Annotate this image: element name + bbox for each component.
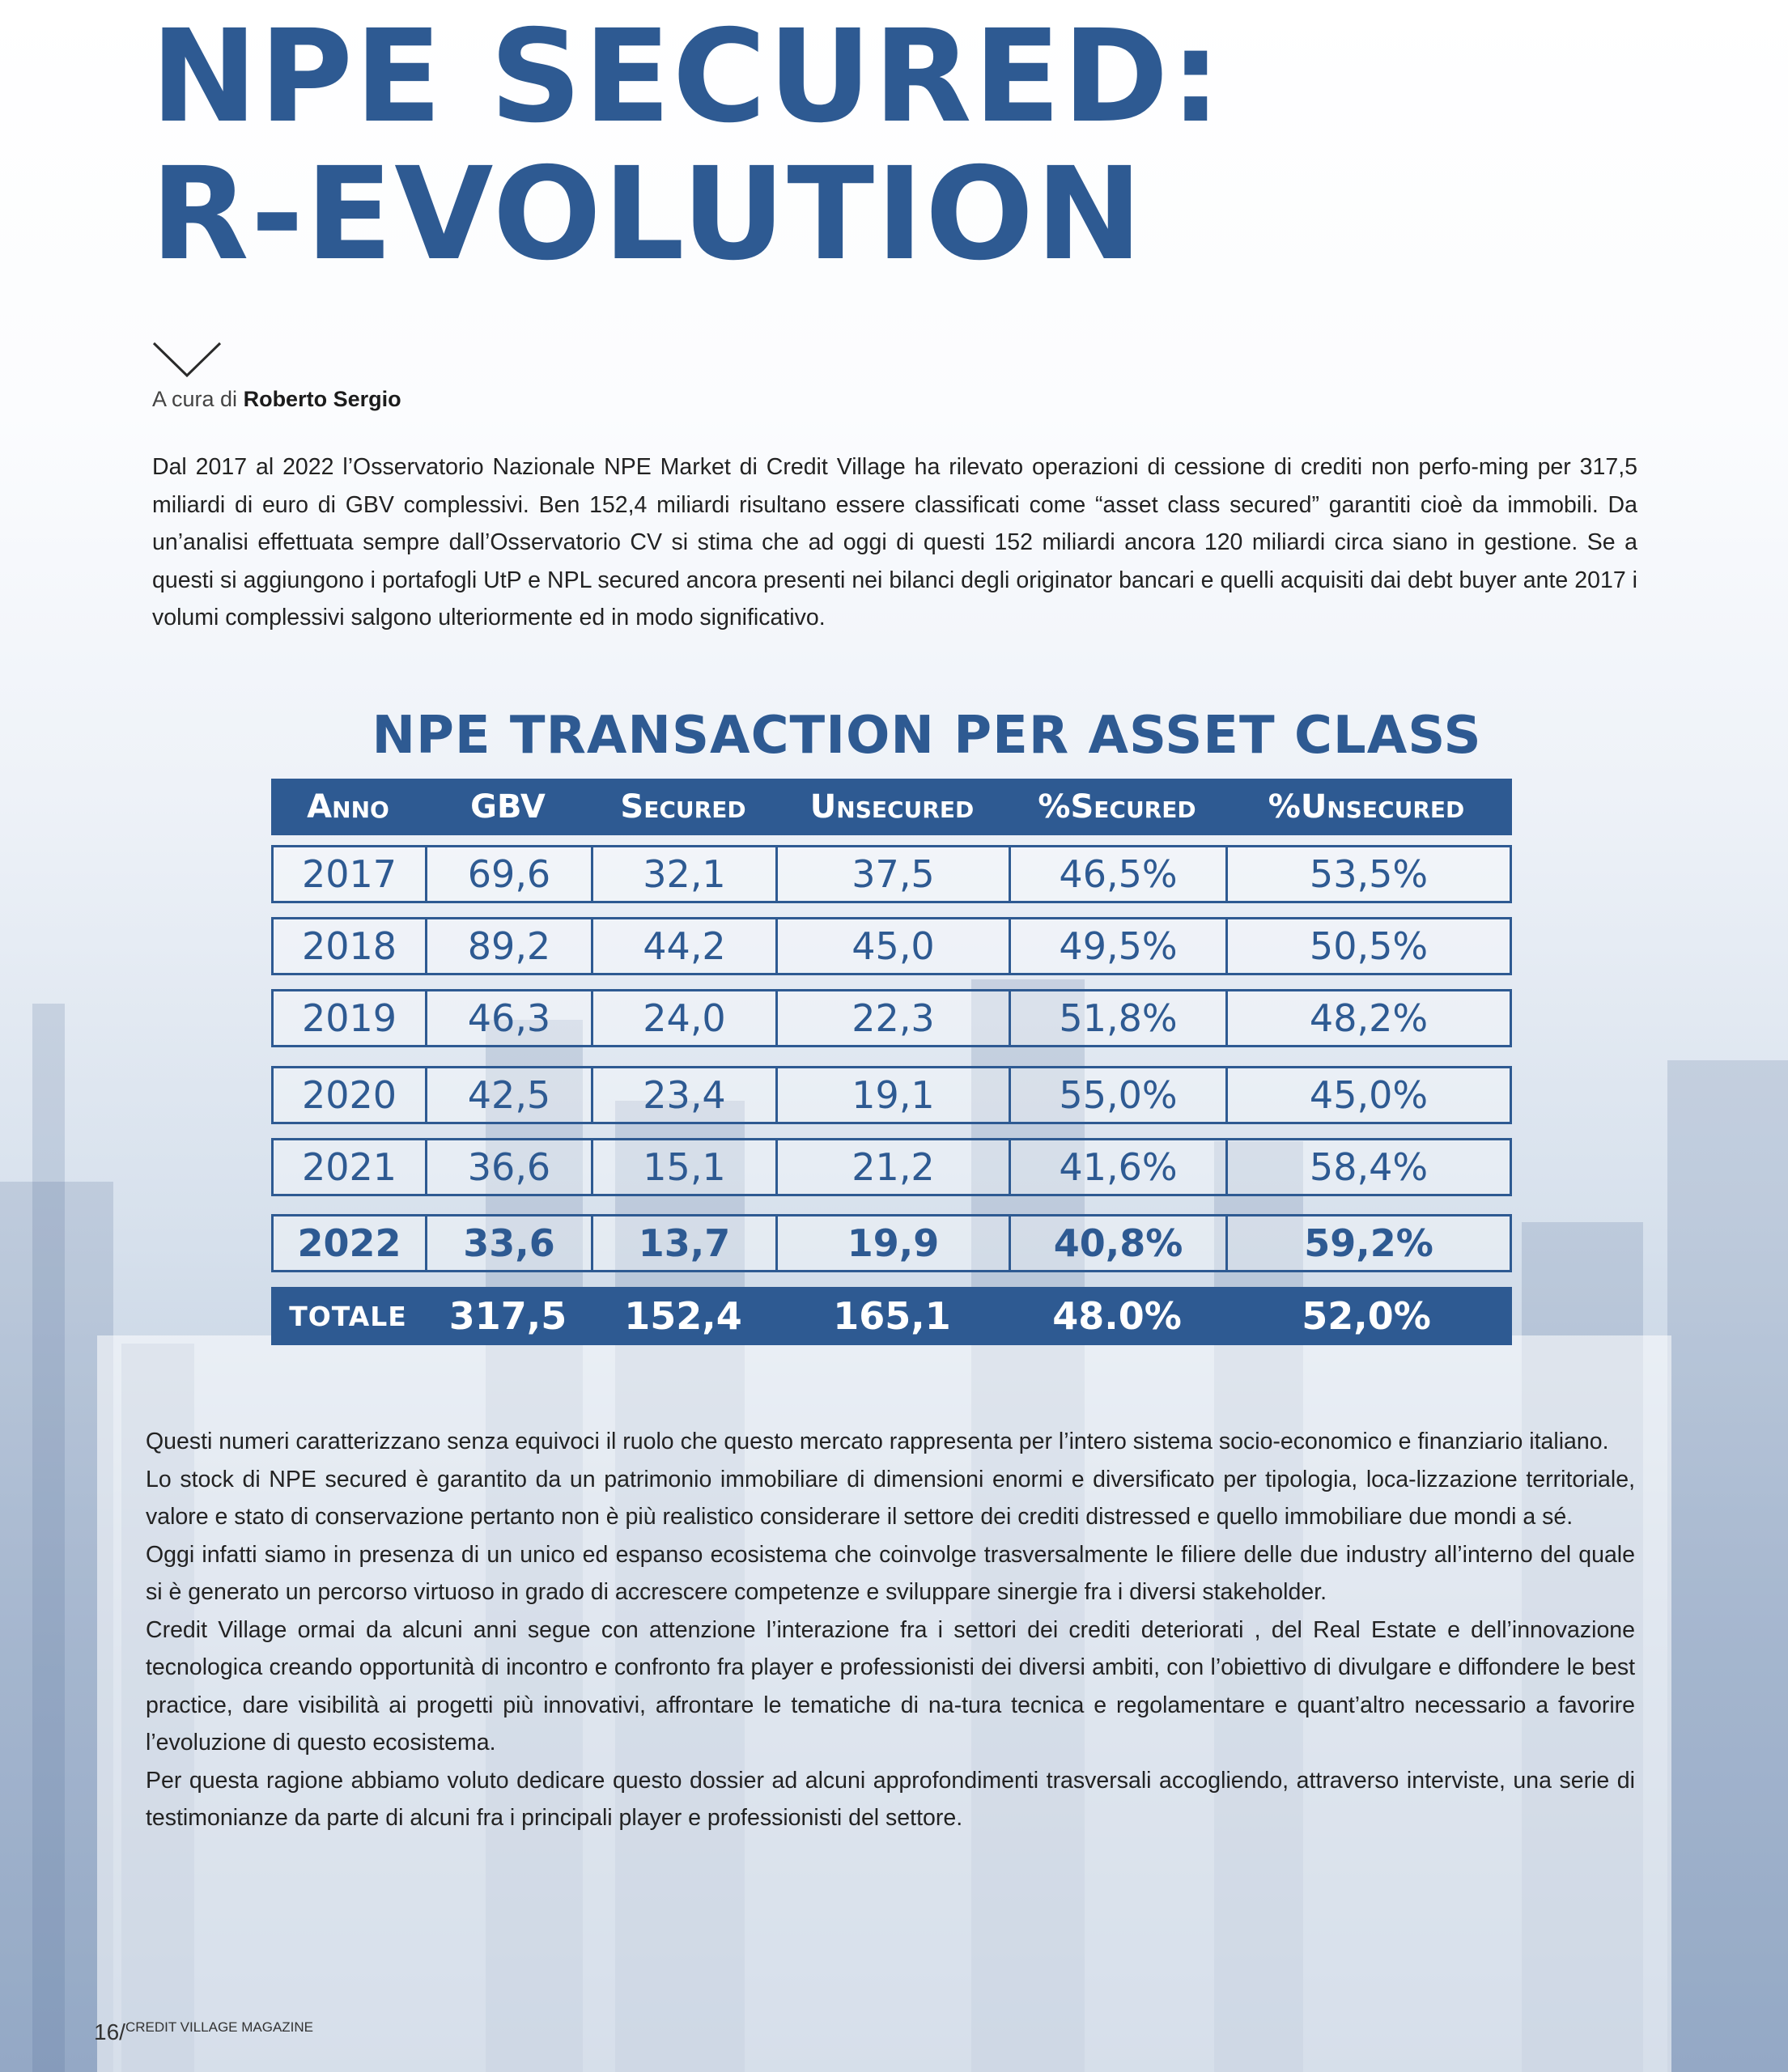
cell-pct-secured: 55,0% xyxy=(1011,1068,1228,1122)
page-number: 16/ xyxy=(94,2019,125,2044)
total-label: TOTALE xyxy=(289,1300,407,1332)
cell-pct-unsecured: 48,2% xyxy=(1309,996,1429,1040)
cell-anno: 2022 xyxy=(274,1216,427,1270)
header-unsecured: Unsecured xyxy=(809,788,975,826)
table-row xyxy=(271,1066,1512,1124)
cell-anno: 2020 xyxy=(274,1068,427,1122)
cell-secured: 23,4 xyxy=(593,1068,778,1122)
table-title: NPE TRANSACTION PER ASSET CLASS xyxy=(372,706,1482,766)
cell-pct-secured: 40,8% xyxy=(1011,1216,1228,1270)
body-paragraph: Per questa ragione abbiamo voluto dedicare questo dossier ad alcuni approfondimenti trasversali accogliendo, attraverso interviste, una serie di testimonianze da parte di alcuni fra i principali player e professionisti del settore. xyxy=(146,1767,1635,1831)
cell-unsecured: 21,2 xyxy=(778,1140,1011,1194)
table-row xyxy=(271,1214,1512,1272)
cell-pct-unsecured: 58,4% xyxy=(1309,1145,1429,1189)
cell-anno: 2017 xyxy=(274,847,427,901)
body-paragraph: Credit Village ormai da alcuni anni segue con attenzione l’interazione fra i settori dei crediti deteriorati , del Real Estate e dell’innovazione tecnologica creando opportunità di incontro e confronto fra player e professionisti dei diversi ambiti, con l’obiettivo di divulgare e diffondere le best practice, dare visibilità ai progetti più innovativi, affrontare le tematiche di na-tura tecnica e regolamentare e quant’altro necessario a favorire l’evoluzione di questo ecosistema. xyxy=(146,1616,1635,1756)
table-row xyxy=(271,917,1512,975)
header-pct-secured: %Secured xyxy=(1038,788,1196,826)
cell-unsecured: 19,9 xyxy=(778,1216,1011,1270)
chevron-down-icon xyxy=(152,340,222,379)
cell-secured: 13,7 xyxy=(593,1216,778,1270)
cell-gbv: 46,3 xyxy=(427,991,593,1045)
cell-gbv: 33,6 xyxy=(427,1216,593,1270)
body-paragraph: Lo stock di NPE secured è garantito da un patrimonio immobiliare di dimensioni enormi e diversificato per tipologia, loca-lizzazione territoriale, valore e stato di conservazione pertanto non è più realistico considerare il settore dei crediti distressed e quello immobiliare due mondi a sé. xyxy=(146,1466,1635,1530)
npe-transaction-table xyxy=(271,779,1512,1338)
cell-gbv: 36,6 xyxy=(427,1140,593,1194)
header-secured: Secured xyxy=(620,788,746,826)
cell-pct-secured: 41,6% xyxy=(1011,1140,1228,1194)
cell-pct-secured: 49,5% xyxy=(1011,919,1228,973)
cell-gbv: 69,6 xyxy=(427,847,593,901)
cell-pct-unsecured: 59,2% xyxy=(1304,1221,1433,1265)
body-paragraph: Oggi infatti siamo in presenza di un unico ed espanso ecosistema che coinvolge trasversalmente le filiere delle due industry all’interno del quale si è generato un percorso virtuoso in grado di accrescere competenze e sviluppare sinergie fra i diversi stakeholder. xyxy=(146,1541,1635,1605)
table-row xyxy=(271,1138,1512,1196)
cell-secured: 15,1 xyxy=(593,1140,778,1194)
cell-pct-unsecured: 45,0% xyxy=(1309,1073,1429,1117)
cell-secured: 44,2 xyxy=(593,919,778,973)
cell-pct-unsecured: 50,5% xyxy=(1309,924,1429,968)
header-pct-unsecured: %Unsecured xyxy=(1268,788,1465,826)
table-row xyxy=(271,989,1512,1047)
cell-pct-secured: 46,5% xyxy=(1011,847,1228,901)
title-line-2: R-EVOLUTION xyxy=(151,140,1145,289)
total-gbv: 317,5 xyxy=(448,1294,567,1338)
cell-unsecured: 19,1 xyxy=(778,1068,1011,1122)
body-paragraph: Questi numeri caratterizzano senza equivoci il ruolo che questo mercato rappresenta per l’intero sistema socio-economico e finanziario italiano. xyxy=(146,1429,1609,1454)
page-title xyxy=(151,2,1223,289)
header-anno: Anno xyxy=(307,788,389,826)
byline xyxy=(152,387,401,412)
header-gbv: GBV xyxy=(470,788,546,826)
cell-unsecured: 45,0 xyxy=(778,919,1011,973)
cell-anno: 2021 xyxy=(274,1140,427,1194)
cell-secured: 32,1 xyxy=(593,847,778,901)
page-footer xyxy=(94,2019,313,2045)
body-text xyxy=(146,1423,1635,1837)
cell-gbv: 89,2 xyxy=(427,919,593,973)
cell-secured: 24,0 xyxy=(593,991,778,1045)
byline-author: Roberto Sergio xyxy=(243,387,401,411)
magazine-name: CREDIT VILLAGE MAGAZINE xyxy=(125,2019,314,2035)
byline-prefix: A cura di xyxy=(152,387,238,411)
cell-pct-secured: 51,8% xyxy=(1011,991,1228,1045)
cell-gbv: 42,5 xyxy=(427,1068,593,1122)
intro-paragraph: Dal 2017 al 2022 l’Osservatorio Nazionale NPE Market di Credit Village ha rilevato operazioni di cessione di crediti non perfo-ming per 317,5 miliardi di euro di GBV complessivi. Ben 152,4 miliardi risultano essere classificati come “asset class secured” garantiti cioè da immobili. Da un’analisi effettuata sempre dall’Osservatorio CV si stima che ad oggi di questi 152 miliardi ancora 120 miliardi circa siano in gestione. Se a questi si aggiungono i portafogli UtP e NPL secured ancora presenti nei bilanci degli originator bancari e quelli acquisiti dai debt buyer ante 2017 i volumi complessivi salgono ulteriormente ed in modo significativo. xyxy=(152,454,1637,631)
cell-pct-unsecured: 53,5% xyxy=(1309,852,1429,896)
cell-unsecured: 22,3 xyxy=(778,991,1011,1045)
total-pct-secured: 48.0% xyxy=(1052,1294,1182,1338)
table-row xyxy=(271,845,1512,903)
title-line-1: NPE SECURED: xyxy=(151,2,1223,151)
cell-anno: 2018 xyxy=(274,919,427,973)
cell-anno: 2019 xyxy=(274,991,427,1045)
total-pct-unsecured: 52,0% xyxy=(1302,1294,1431,1338)
table-header xyxy=(271,779,1512,835)
table-total-row xyxy=(271,1287,1512,1345)
total-unsecured: 165,1 xyxy=(833,1294,951,1338)
total-secured: 152,4 xyxy=(624,1294,742,1338)
cell-unsecured: 37,5 xyxy=(778,847,1011,901)
